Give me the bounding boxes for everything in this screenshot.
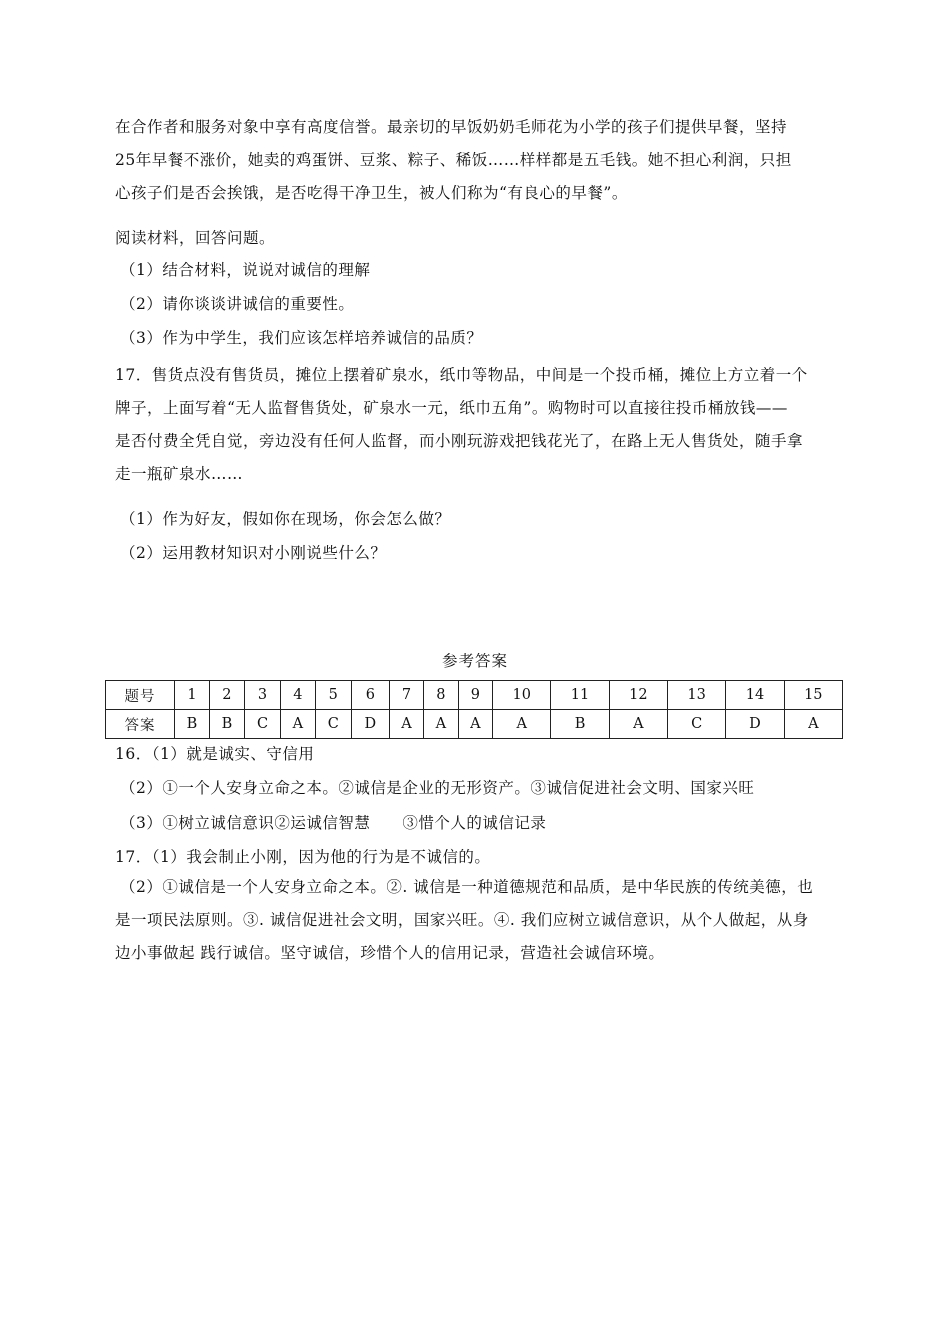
answer-table-answer-row — [106, 710, 843, 739]
answer-16-1: 16．（1）就是诚实、守信用 — [115, 745, 315, 763]
number-cell: 10 — [493, 681, 551, 710]
answer-cell: A — [493, 710, 551, 739]
answer-cell: C — [244, 710, 280, 739]
number-cell: 8 — [424, 681, 458, 710]
answer-cell: A — [609, 710, 667, 739]
number-cell: 7 — [389, 681, 423, 710]
answer-cell: A — [458, 710, 492, 739]
answer-cell: B — [175, 710, 210, 739]
number-cell: 9 — [458, 681, 492, 710]
answer-cell: C — [315, 710, 351, 739]
answer-cell: D — [726, 710, 784, 739]
question-17-line: 走一瓶矿泉水…… — [115, 465, 244, 483]
question-17-1: （1）作为好友，假如你在现场，你会怎么做？ — [120, 510, 451, 528]
material-line: 25年早餐不涨价，她卖的鸡蛋饼、豆浆、粽子、稀饭……样样都是五毛钱。她不担心利润，只担 — [115, 151, 792, 169]
answer-cell: B — [551, 710, 609, 739]
answer-cell: D — [351, 710, 389, 739]
answer-table-number-row — [106, 681, 843, 710]
answer-key-title: 参考答案 — [441, 652, 508, 670]
answer-16-3: （3）①树立诚信意识②运诚信智慧 ③惜个人的诚信记录 — [120, 814, 547, 832]
answer-17-1: 17．（1）我会制止小刚，因为他的行为是不诚信的。 — [115, 848, 491, 866]
number-cell: 14 — [726, 681, 784, 710]
answer-cell: A — [389, 710, 423, 739]
question-17-line: 是否付费全凭自觉，旁边没有任何人监督，而小刚玩游戏把钱花光了，在路上无人售货处，随手拿 — [115, 432, 804, 450]
number-cell: 5 — [315, 681, 351, 710]
number-cell: 15 — [784, 681, 842, 710]
answer-17-line: 边小事做起 践行诚信。坚守诚信，珍惜个人的信用记录，营造社会诚信环境。 — [115, 944, 665, 962]
question-16-2: （2）请你谈谈讲诚信的重要性。 — [120, 295, 355, 313]
number-cell: 4 — [281, 681, 315, 710]
answer-17-2-paragraph — [115, 871, 835, 970]
number-cell: 6 — [351, 681, 389, 710]
answer-17-line: 是一项民法原则。③. 诚信促进社会文明，国家兴旺。④. 我们应树立诚信意识，从个人做起，从身 — [115, 911, 809, 929]
question-17-line: 17．售货点没有售货员，摊位上摆着矿泉水，纸巾等物品，中间是一个投币桶，摊位上方立着一个 — [115, 366, 808, 384]
number-cell: 2 — [209, 681, 244, 710]
answer-cell: A — [281, 710, 315, 739]
answer-header-cell: 答案 — [106, 710, 175, 739]
answer-cell: B — [209, 710, 244, 739]
number-cell: 11 — [551, 681, 609, 710]
number-cell: 12 — [609, 681, 667, 710]
material-paragraph — [115, 111, 835, 210]
question-16-1: （1）结合材料，说说对诚信的理解 — [120, 261, 371, 279]
number-cell: 1 — [175, 681, 210, 710]
number-header-cell: 题号 — [106, 681, 175, 710]
number-cell: 13 — [667, 681, 725, 710]
material-line: 在合作者和服务对象中享有高度信誉。最亲切的早饭奶奶毛师花为小学的孩子们提供早餐，坚持 — [115, 118, 788, 136]
answer-table — [105, 680, 843, 739]
answer-16-2: （2）①一个人安身立命之本。②诚信是企业的无形资产。③诚信促进社会文明、国家兴旺 — [120, 779, 755, 797]
question-17-line: 牌子，上面写着“无人监督售货处，矿泉水一元，纸巾五角”。购物时可以直接往投币桶放钱—— — [115, 399, 788, 417]
answer-cell: A — [784, 710, 842, 739]
answer-cell: A — [424, 710, 458, 739]
number-cell: 3 — [244, 681, 280, 710]
question-17-2: （2）运用教材知识对小刚说些什么？ — [120, 544, 387, 562]
question-17-paragraph — [115, 359, 835, 491]
answer-17-line: （2）①诚信是一个人安身立命之本。②. 诚信是一种道德规范和品质，是中华民族的传统美德，也 — [120, 878, 814, 896]
answer-cell: C — [667, 710, 725, 739]
material-line: 心孩子们是否会挨饿，是否吃得干净卫生，被人们称为“有良心的早餐”。 — [115, 184, 628, 202]
question-16-3: （3）作为中学生，我们应该怎样培养诚信的品质？ — [120, 329, 483, 347]
instruction-text: 阅读材料，回答问题。 — [115, 229, 276, 247]
